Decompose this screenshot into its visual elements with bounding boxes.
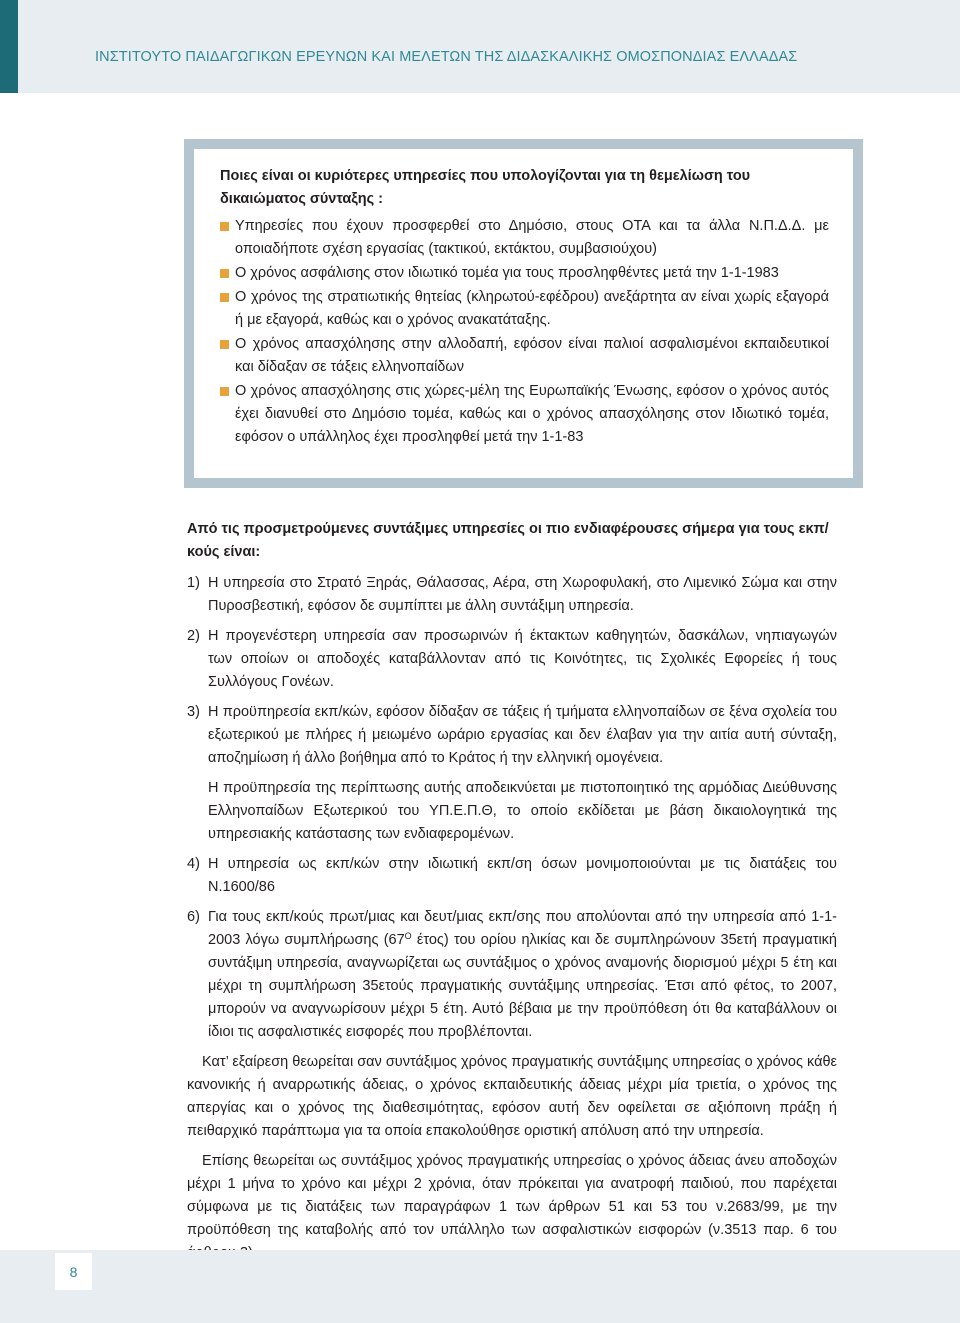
- header-accent-stripe: [0, 0, 18, 93]
- item-text: Η προϋπηρεσία εκπ/κών, εφόσον δίδαξαν σε τάξεις ή τμήματα ελληνοπαίδων σε ξένα σχολεία του εξωτερικού με πλήρες ή μειωμένο ωράριο εργασίας και δεν έλαβαν για την αιτία αυτή σύνταξη, αποζημίωση ή άλλο βοήθημα από το Κράτος ή την ελληνική ομογένεια.: [208, 704, 837, 766]
- bullet-square-icon: [220, 387, 229, 396]
- bullet-square-icon: [220, 222, 229, 231]
- numbered-item: [187, 906, 837, 1044]
- main-content: [187, 518, 837, 1272]
- superscript-ordinal: Ο: [404, 931, 412, 941]
- item-text-before: Για τους εκπ/κούς πρωτ/μιας και δευτ/μιας εκπ/σης που απολύονται από την υπηρεσία από 1-1-2003 λόγω συμπλήρωσης (67: [208, 909, 837, 948]
- body-paragraph: Επίσης θεωρείται ως συντάξιμος χρόνος πραγματικής υπηρεσίας ο χρόνος άδειας άνευ αποδοχών μέχρι 1 μήνα το χρόνο και μέχρι 2 χρόνια, όταν πρόκειται για ανατροφή παιδιού, που παρέχεται σύμφωνα με τις διατάξεις των παραγράφων 1 των άρθρων 51 και 53 του ν.2683/99, με την προϋπόθεση της καταβολής από τον υπάλληλο των ασφαλιστικών εισφορών (ν.3513 παρ. 6 του: [187, 1153, 837, 1238]
- item-number: 4): [187, 856, 200, 872]
- item-number: 6): [187, 909, 200, 925]
- bullet-item: [220, 286, 829, 332]
- bullet-item: [220, 215, 829, 261]
- bullet-square-icon: [220, 293, 229, 302]
- page-number-box: [55, 1253, 92, 1290]
- item-text: Η υπηρεσία στο Στρατό Ξηράς, Θάλασσας, Αέρα, στη Χωροφυλακή, στο Λιμενικό Σώμα και στην Πυροσβεστική, εφόσον δε συμπίπτει με άλλη συντάξιμη υπηρεσία.: [208, 575, 837, 614]
- bullet-text: Υπηρεσίες που έχουν προσφερθεί στο Δημόσιο, στους ΟΤΑ και τα άλλα Ν.Π.Δ.Δ. με οποιαδήποτε σχέση εργασίας (τακτικού, εκτάκτου, συμβασιούχου): [235, 218, 829, 257]
- bullet-text: Ο χρόνος της στρατιωτικής θητείας (κληρωτού-εφέδρου) ανεξάρτητα αν είναι χωρίς εξαγορά ή με εξαγορά, καθώς και ο χρόνος ανακατάταξης.: [235, 289, 829, 328]
- numbered-item: [187, 853, 837, 899]
- item-text: Η υπηρεσία ως εκπ/κών στην ιδιωτική εκπ/ση όσων μονιμοποιούνται με τις διατάξεις του Ν.1600/86: [208, 856, 837, 895]
- item-number: 2): [187, 628, 200, 644]
- bullet-text: Ο χρόνος απασχόλησης στην αλλοδαπή, εφόσον είναι παλιοί ασφαλισμένοι εκπαιδευτικοί και δίδαξαν σε τάξεις ελληνοπαίδων: [235, 336, 829, 375]
- bullet-item: [220, 262, 829, 285]
- item-number: 1): [187, 575, 200, 591]
- item-continuation: Η προϋπηρεσία της περίπτωσης αυτής αποδεικνύεται με πιστοποιητικό της αρμόδιας Διεύθυνσης Ελληνοπαίδων Εξωτερικού του ΥΠ.Ε.Π.Θ, το οποίο εκδίδεται με βάση δικαιολογητικά της υπηρεσιακής κατάστασης των ενδιαφερομένων.: [208, 780, 837, 842]
- numbered-item: [187, 625, 837, 694]
- page-number: 8: [69, 1263, 78, 1280]
- item-number: 3): [187, 704, 200, 720]
- item-text: Η προγενέστερη υπηρεσία σαν προσωρινών ή έκτακτων καθηγητών, δασκάλων, νηπιαγωγών των οποίων οι αποδοχές καταβάλλονταν από τις Κοινότητες, τις Σχολικές Εφορείες ή τους Συλλόγους Γονέων.: [208, 628, 837, 690]
- section-heading: Από τις προσμετρούμενες συντάξιμες υπηρεσίες οι πιο ενδιαφέρουσες σήμερα για τους εκπ/κούς είναι:: [187, 521, 829, 560]
- item-text-after: έτος) του ορίου ηλικίας και δε συμπληρώνουν 35ετή πραγματική συντάξιμη υπηρεσία, αναγνωρίζεται ως συντάξιμος ο χρόνος αναμονής διορισμού μέχρι 5 έτη και μέχρι τη συμπλήρωση 35ετούς πραγματικής συντάξιμης υπηρεσίας. Έτσι από φέτος, το 2007, μπορούν να αναγνωρίσουν μέχρι 5 έτη. Αυτό βέβαια με την προϋπόθεση ότι θα καταβάλλουν οι ίδιοι τις ασφαλιστικές εισφορές που προβλέπονται.: [208, 932, 837, 1040]
- bullet-text: Ο χρόνος απασχόλησης στις χώρες-μέλη της Ευρωπαϊκής Ένωσης, εφόσον ο χρόνος αυτός έχει διανυθεί στο Δημόσιο τομέα, καθώς και ο χρόνος απασχόλησης στον Ιδιωτικό τομέα, εφόσον ο υπάλληλος έχει προσληφθεί μετά την 1-1-83: [235, 383, 829, 445]
- header-band: [0, 0, 960, 93]
- bullet-item: [220, 333, 829, 379]
- info-box-title: Ποιες είναι οι κυριότερες υπηρεσίες που υπολογίζονται για τη θεμελίωση του δικαιώματος σύνταξης :: [220, 168, 751, 207]
- running-header: ΙΝΣΤΙΤΟΥΤΟ ΠΑΙΔΑΓΩΓΙΚΩΝ ΕΡΕΥΝΩΝ ΚΑΙ ΜΕΛΕΤΩΝ ΤΗΣ ΔΙΔΑΣΚΑΛΙΚΗΣ ΟΜΟΣΠΟΝΔΙΑΣ ΕΛΛΑΔΑΣ: [95, 49, 798, 65]
- bullet-square-icon: [220, 269, 229, 278]
- info-box-content: [194, 149, 853, 478]
- bullet-item: [220, 380, 829, 449]
- numbered-item: [187, 701, 837, 770]
- numbered-item: [187, 572, 837, 618]
- bullet-square-icon: [220, 340, 229, 349]
- info-box: [184, 139, 863, 488]
- body-paragraph: Κατ’ εξαίρεση θεωρείται σαν συντάξιμος χρόνος πραγματικής συντάξιμης υπηρεσίας ο χρόνος κάθε κανονικής ή αναρρωτικής άδειας, ο χρόνος εκπαιδευτικής άδειας μέχρι μία τριετία, ο χρόνος της απεργίας και ο χρόνος της διαθεσιμότητας, εφόσον αυτή δεν οφείλεται σε αξιόποινη πράξη ή πειθαρχικό παράπτωμα για τα οποία επακολούθησε οριστική απόλυση από την υπηρεσία.: [187, 1054, 837, 1139]
- bullet-text: Ο χρόνος ασφάλισης στον ιδιωτικό τομέα για τους προσληφθέντες μετά την 1-1-1983: [235, 265, 779, 281]
- footer-band: [0, 1250, 960, 1323]
